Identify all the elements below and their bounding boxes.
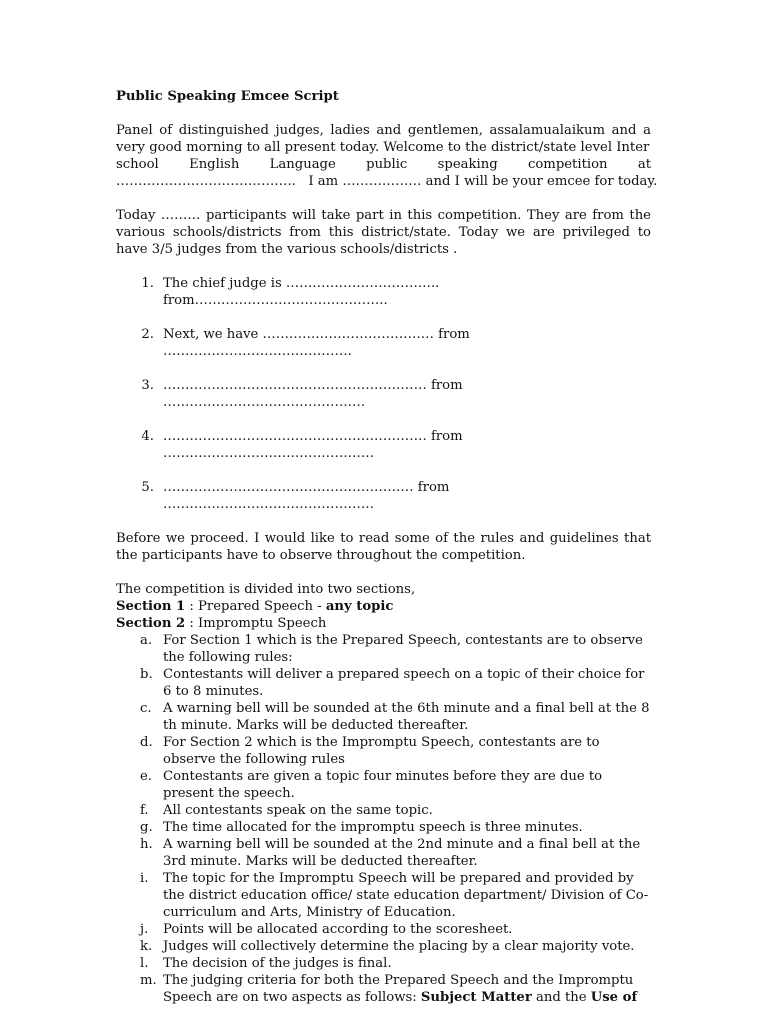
rule-item bbox=[116, 921, 651, 938]
section-1-emphasis: any topic bbox=[325, 599, 394, 614]
rule-letter: b. bbox=[140, 667, 153, 682]
rule-item bbox=[116, 666, 651, 700]
rule-text: All contestants speak on the same topic. bbox=[163, 803, 433, 818]
rule-text: The decision of the judges is final. bbox=[163, 956, 392, 971]
rule-item bbox=[116, 802, 651, 819]
proceed-paragraph: Before we proceed. I would like to read some of the rules and guidelines that the participants have to observe throughout the competition. bbox=[116, 531, 651, 563]
rule-letter: a. bbox=[140, 633, 153, 648]
rule-text: The time allocated for the impromptu speech is three minutes. bbox=[163, 820, 583, 835]
intro-word: at bbox=[637, 157, 652, 172]
section-2-label: Section 2 bbox=[116, 616, 186, 631]
rule-text: A warning bell will be sounded at the 6th minute and a final bell at the 8 th minute. Marks will be deducted thereafter. bbox=[163, 701, 650, 733]
intro-word: public bbox=[366, 157, 408, 172]
rule-item bbox=[116, 836, 651, 870]
judge-number: 2. bbox=[141, 327, 154, 342]
rule-item bbox=[116, 870, 651, 921]
rule-text: Contestants will deliver a prepared speech on a topic of their choice for 6 to 8 minutes. bbox=[163, 667, 645, 699]
judge-text: ………………………………………………… from ………………………………………… bbox=[163, 480, 450, 512]
document-body bbox=[116, 88, 658, 1006]
rule-item bbox=[116, 972, 651, 1006]
rule-letter: j. bbox=[140, 922, 149, 937]
rule-item bbox=[116, 700, 651, 734]
judge-number: 1. bbox=[141, 276, 154, 291]
rule-item bbox=[116, 768, 651, 802]
judge-item bbox=[116, 479, 651, 513]
section-separator: : bbox=[185, 616, 199, 631]
judge-item bbox=[116, 428, 651, 462]
rule-letter: e. bbox=[140, 769, 152, 784]
rules-list bbox=[116, 632, 651, 1006]
rule-m-text: The judging criteria for both the Prepared Speech and the Impromptu Speech are on two aspects as follows: bbox=[163, 973, 634, 1005]
rule-m-bold-use: Use of bbox=[590, 990, 638, 1005]
intro-word: Language bbox=[269, 157, 336, 172]
rule-letter: c. bbox=[140, 701, 152, 716]
rule-item bbox=[116, 734, 651, 768]
section-1-text: Prepared Speech - bbox=[198, 599, 326, 614]
participants-paragraph: Today ……… participants will take part in this competition. They are from the various schools/districts from this district/state. Today we are privileged to have 3/5 judges from the various schools/districts . bbox=[116, 208, 651, 257]
rule-item bbox=[116, 938, 651, 955]
section-1-label: Section 1 bbox=[116, 599, 186, 614]
section-separator: : bbox=[185, 599, 199, 614]
judge-text: Next, we have ………………………………… from ……………………………………. bbox=[163, 327, 470, 359]
intro-word: speaking bbox=[437, 157, 498, 172]
rule-text: Judges will collectively determine the placing by a clear majority vote. bbox=[163, 939, 635, 954]
section-2-text: Impromptu Speech bbox=[198, 616, 327, 631]
judge-item bbox=[116, 377, 651, 411]
judge-number: 5. bbox=[141, 480, 154, 495]
intro-line-1: Panel of distinguished judges, ladies and gentlemen, assalamualaikum and a very good morning to all present today. Welcome to the district/state level Inter bbox=[116, 123, 651, 155]
judge-text: The chief judge is …………………………….. from…………………………………….. bbox=[163, 276, 440, 308]
intro-word: school bbox=[116, 157, 159, 172]
intro-paragraph bbox=[116, 122, 658, 190]
intro-line-2 bbox=[116, 156, 651, 173]
rule-text: For Section 1 which is the Prepared Speech, contestants are to observe the following rules: bbox=[163, 633, 643, 665]
rule-m-bold-subject: Subject Matter bbox=[420, 990, 532, 1005]
rule-item bbox=[116, 632, 651, 666]
rule-item bbox=[116, 819, 651, 836]
intro-line-3: ………………………………….. I am ……………… and I will be your emcee for today. bbox=[116, 174, 658, 189]
rule-letter: l. bbox=[140, 956, 149, 971]
judge-item bbox=[116, 326, 651, 360]
rule-text: Contestants are given a topic four minutes before they are due to present the speech. bbox=[163, 769, 603, 801]
rule-m-mid: and the bbox=[531, 990, 591, 1005]
divided-line: The competition is divided into two sections, bbox=[116, 582, 416, 597]
rule-text: Points will be allocated according to the scoresheet. bbox=[163, 922, 513, 937]
rule-letter: g. bbox=[140, 820, 153, 835]
judge-text: …………………………………………………… from ………………………………………. bbox=[163, 378, 463, 410]
rule-text: The topic for the Impromptu Speech will be prepared and provided by the district education office/ state education department/ Division of Co-curriculum and Arts, Ministry of Education. bbox=[163, 871, 649, 920]
rule-letter: k. bbox=[140, 939, 153, 954]
intro-word: English bbox=[189, 157, 240, 172]
rule-letter: d. bbox=[140, 735, 153, 750]
intro-word: competition bbox=[527, 157, 608, 172]
judge-text: …………………………………………………… from ………………………………………… bbox=[163, 429, 463, 461]
section-2-line bbox=[116, 615, 651, 632]
rule-letter: h. bbox=[140, 837, 153, 852]
section-1-line bbox=[116, 598, 651, 615]
rule-letter: i. bbox=[140, 871, 149, 886]
judge-number: 4. bbox=[141, 429, 154, 444]
judge-item bbox=[116, 275, 651, 309]
rule-text: For Section 2 which is the Impromptu Speech, contestants are to observe the following rules bbox=[163, 735, 600, 767]
rule-letter: m. bbox=[140, 973, 157, 988]
rule-item bbox=[116, 955, 651, 972]
rule-text: A warning bell will be sounded at the 2nd minute and a final bell at the 3rd minute. Marks will be deducted thereafter. bbox=[163, 837, 641, 869]
judge-number: 3. bbox=[141, 378, 154, 393]
rule-letter: f. bbox=[140, 803, 149, 818]
document-title: Public Speaking Emcee Script bbox=[116, 89, 339, 104]
rule-text bbox=[163, 972, 651, 1006]
judges-list bbox=[116, 275, 651, 513]
